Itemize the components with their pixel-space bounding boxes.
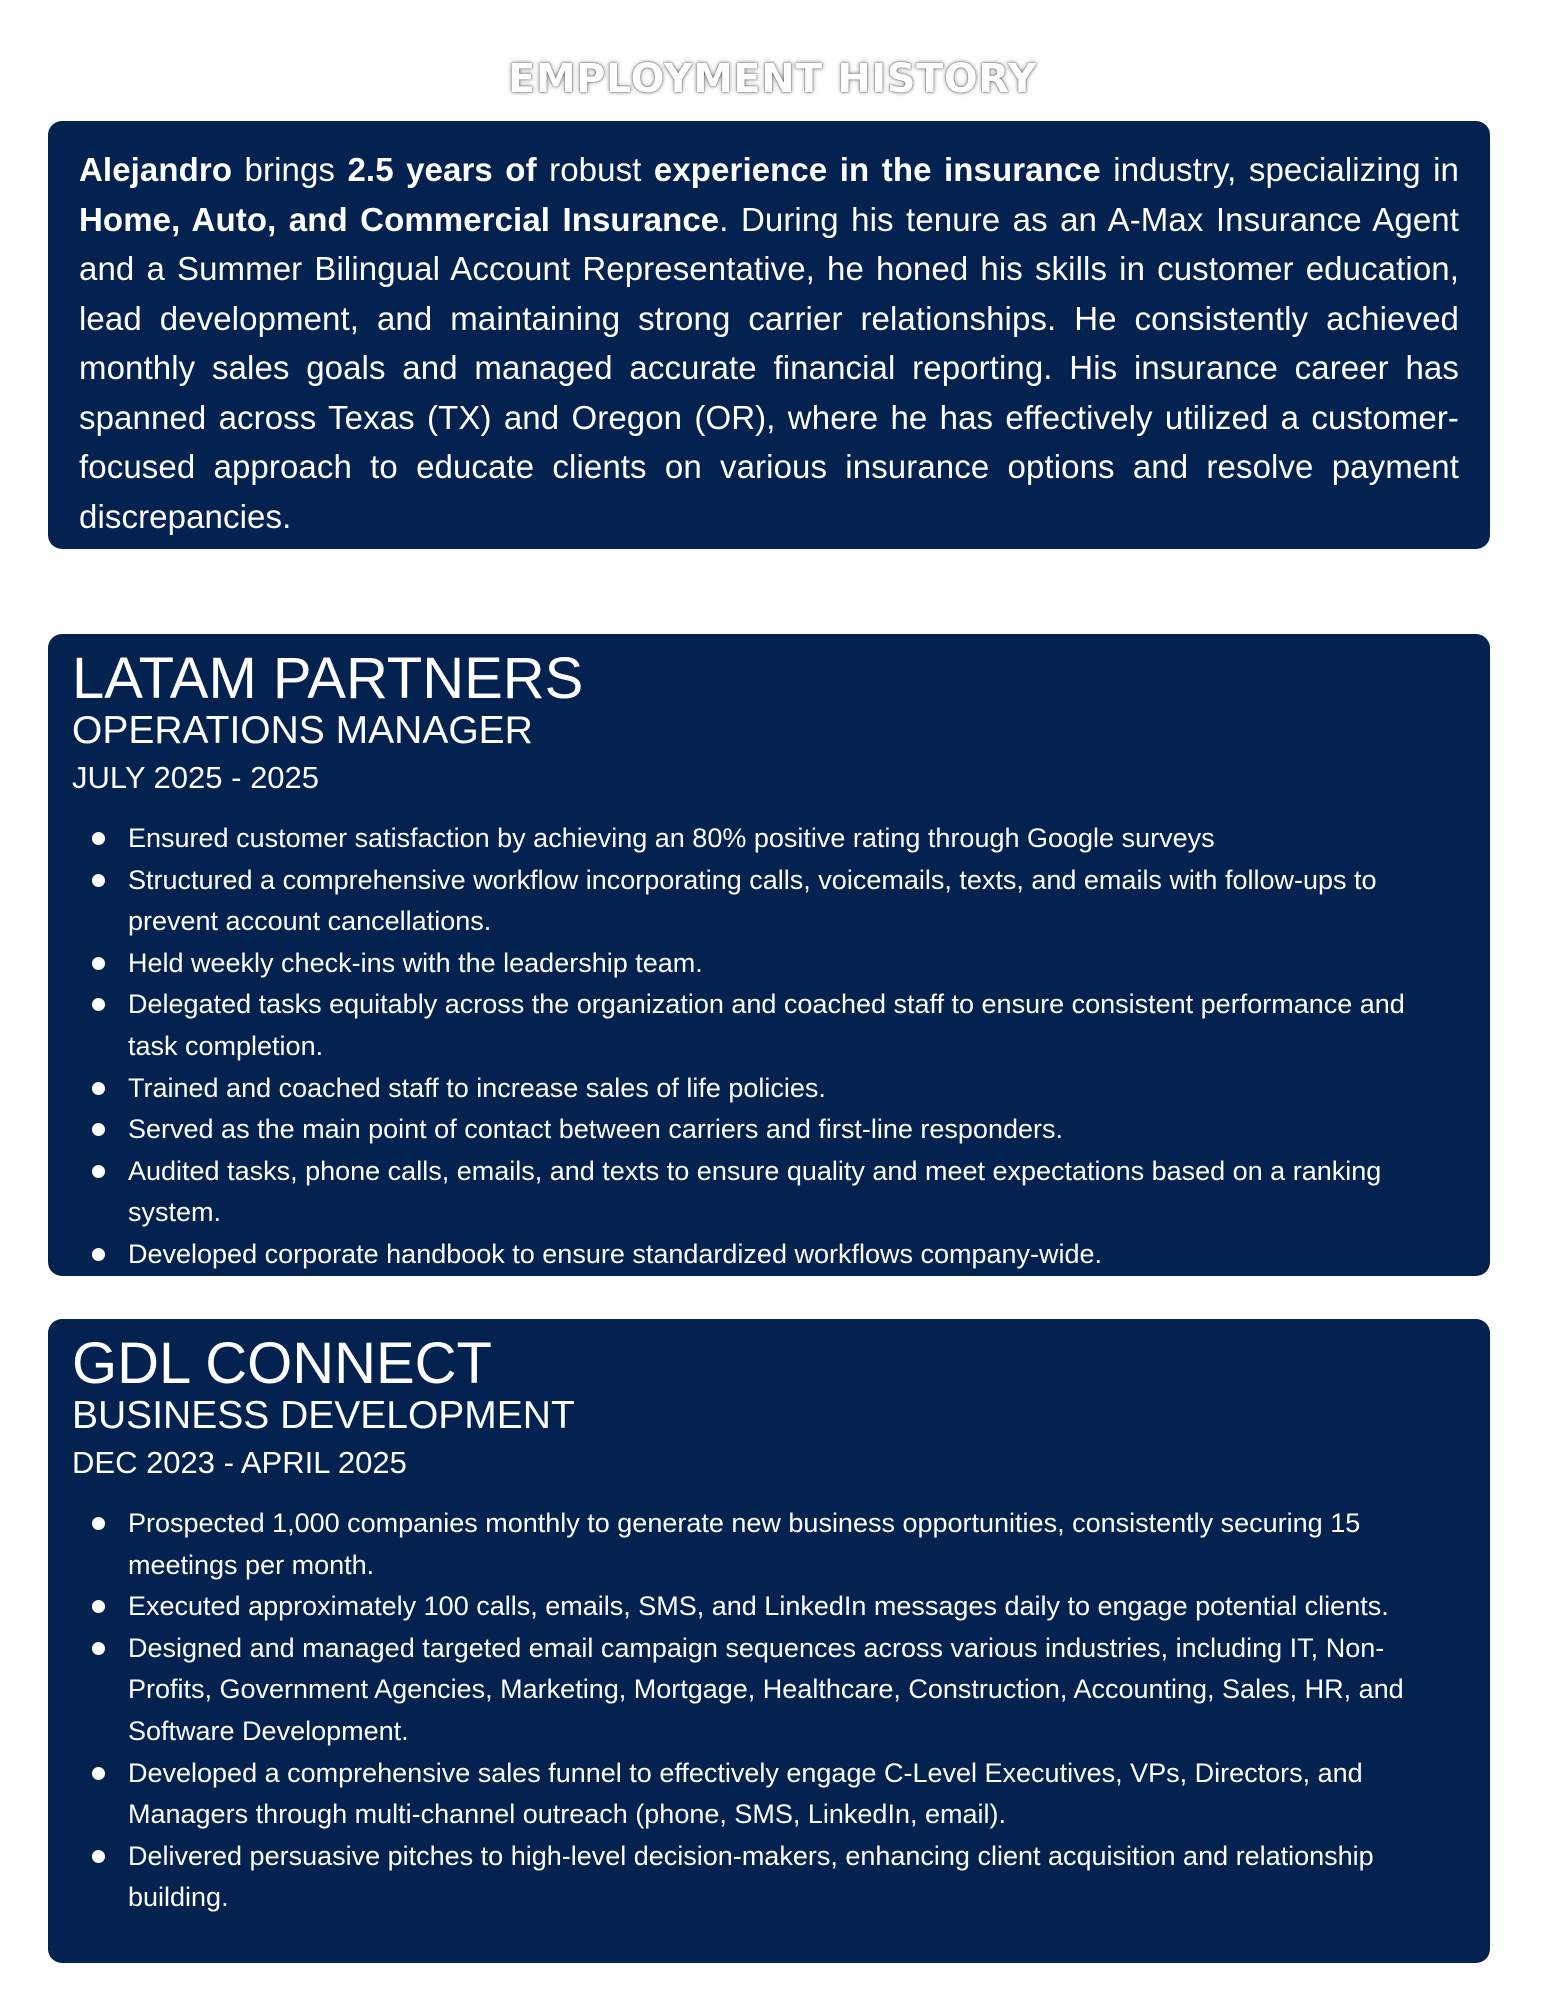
bullet-text: Executed approximately 100 calls, emails, SMS, and LinkedIn messages daily to engage potential clients. [128,1591,1389,1622]
bullet-text: Audited tasks, phone calls, emails, and texts to ensure quality and meet expectations based on a ranking system. [128,1155,1382,1228]
bullet-text: Delegated tasks equitably across the organization and coached staff to ensure consistent performance and task completion. [128,989,1405,1061]
summary-text-1: brings [232,151,348,188]
bullet-icon [92,1642,105,1655]
bullet-text: Delivered persuasive pitches to high-level decision-makers, enhancing client acquisition and relationship building. [128,1840,1374,1913]
bullet-icon [92,1123,105,1136]
bullet-icon [92,1082,105,1095]
bullet-icon [92,1517,105,1530]
bullet-icon [92,832,105,845]
bullet-icon [92,1767,105,1780]
list-item [128,1503,1466,1586]
company-name: LATAM PARTNERS [72,646,584,711]
bullet-text: Developed corporate handbook to ensure standardized workflows company-wide. [128,1238,1103,1269]
list-item [128,860,1466,943]
bullet-text: Held weekly check-ins with the leadership team. [128,947,703,978]
bullet-icon [92,1165,105,1178]
list-item [128,1151,1466,1234]
summary-bold-3: Home, Auto, and Commercial Insurance [79,200,720,238]
bullet-icon [92,1850,105,1863]
list-item [128,1836,1466,1919]
summary-name: Alejandro [79,151,233,188]
list-item [128,1234,1466,1276]
job-card-gdl-connect [48,1319,1490,1963]
list-item [128,1586,1466,1628]
summary-bold-2: experience in the insurance [653,151,1101,188]
company-name: GDL CONNECT [72,1331,492,1396]
summary-text-3: industry, specializing in [1100,151,1460,188]
list-item [128,1753,1466,1836]
list-item [128,943,1466,985]
list-item [128,1109,1466,1151]
job-bullet-list [72,1503,1466,1919]
bullet-text: Structured a comprehensive workflow incorporating calls, voicemails, texts, and emails with follow-ups to prevent account cancellations. [128,864,1377,937]
list-item [128,1068,1466,1110]
bullet-text: Developed a comprehensive sales funnel to effectively engage C-Level Executives, VPs, Directors, and Managers through multi-channel outreach (phone, SMS, LinkedIn, email). [128,1757,1363,1830]
job-dates: JULY 2025 - 2025 [72,760,320,795]
job-title: BUSINESS DEVELOPMENT [72,1394,575,1437]
bullet-text: Designed and managed targeted email campaign sequences across various industries, including IT, Non-Profits, Government Agencies, Marketing, Mortgage, Healthcare, Construction, Accounting, Sales, HR, and Software Development. [128,1632,1404,1746]
job-dates: DEC 2023 - APRIL 2025 [72,1445,407,1480]
bullet-icon [92,1600,105,1613]
summary-bold-1: 2.5 years of [347,151,537,188]
bullet-text: Prospected 1,000 companies monthly to generate new business opportunities, consistently securing 15 meetings per month. [128,1508,1361,1580]
list-item [128,818,1466,860]
job-title: OPERATIONS MANAGER [72,709,533,752]
bullet-text: Served as the main point of contact between carriers and first-line responders. [128,1114,1063,1145]
summary-card [48,121,1490,549]
summary-text-2: robust [536,151,654,188]
list-item [128,1628,1466,1753]
bullet-icon [92,1248,105,1261]
job-bullet-list [72,818,1466,1276]
summary-paragraph [79,145,1459,541]
summary-text-4: . During his tenure as an A-Max Insurance Agent and a Summer Bilingual Account Representative, he honed his skills in customer education, lead development, and maintaining strong carrier relationships. He consistently achieved monthly sales goals and managed accurate financial reporting. His insurance career has spanned across Texas (TX) and Oregon (OR), where he has effectively utilized a customer-focused approach to educate clients on various insurance options and resolve payment discrepancies. [79,200,1460,535]
bullet-icon [92,957,105,970]
bullet-text: Trained and coached staff to increase sales of life policies. [128,1072,826,1103]
job-card-latam-partners [48,634,1490,1276]
list-item [128,984,1466,1067]
bullet-icon [92,998,105,1011]
section-title: EMPLOYMENT HISTORY [508,56,1037,102]
bullet-text: Ensured customer satisfaction by achieving an 80% positive rating through Google surveys [128,823,1215,853]
bullet-icon [92,874,105,887]
